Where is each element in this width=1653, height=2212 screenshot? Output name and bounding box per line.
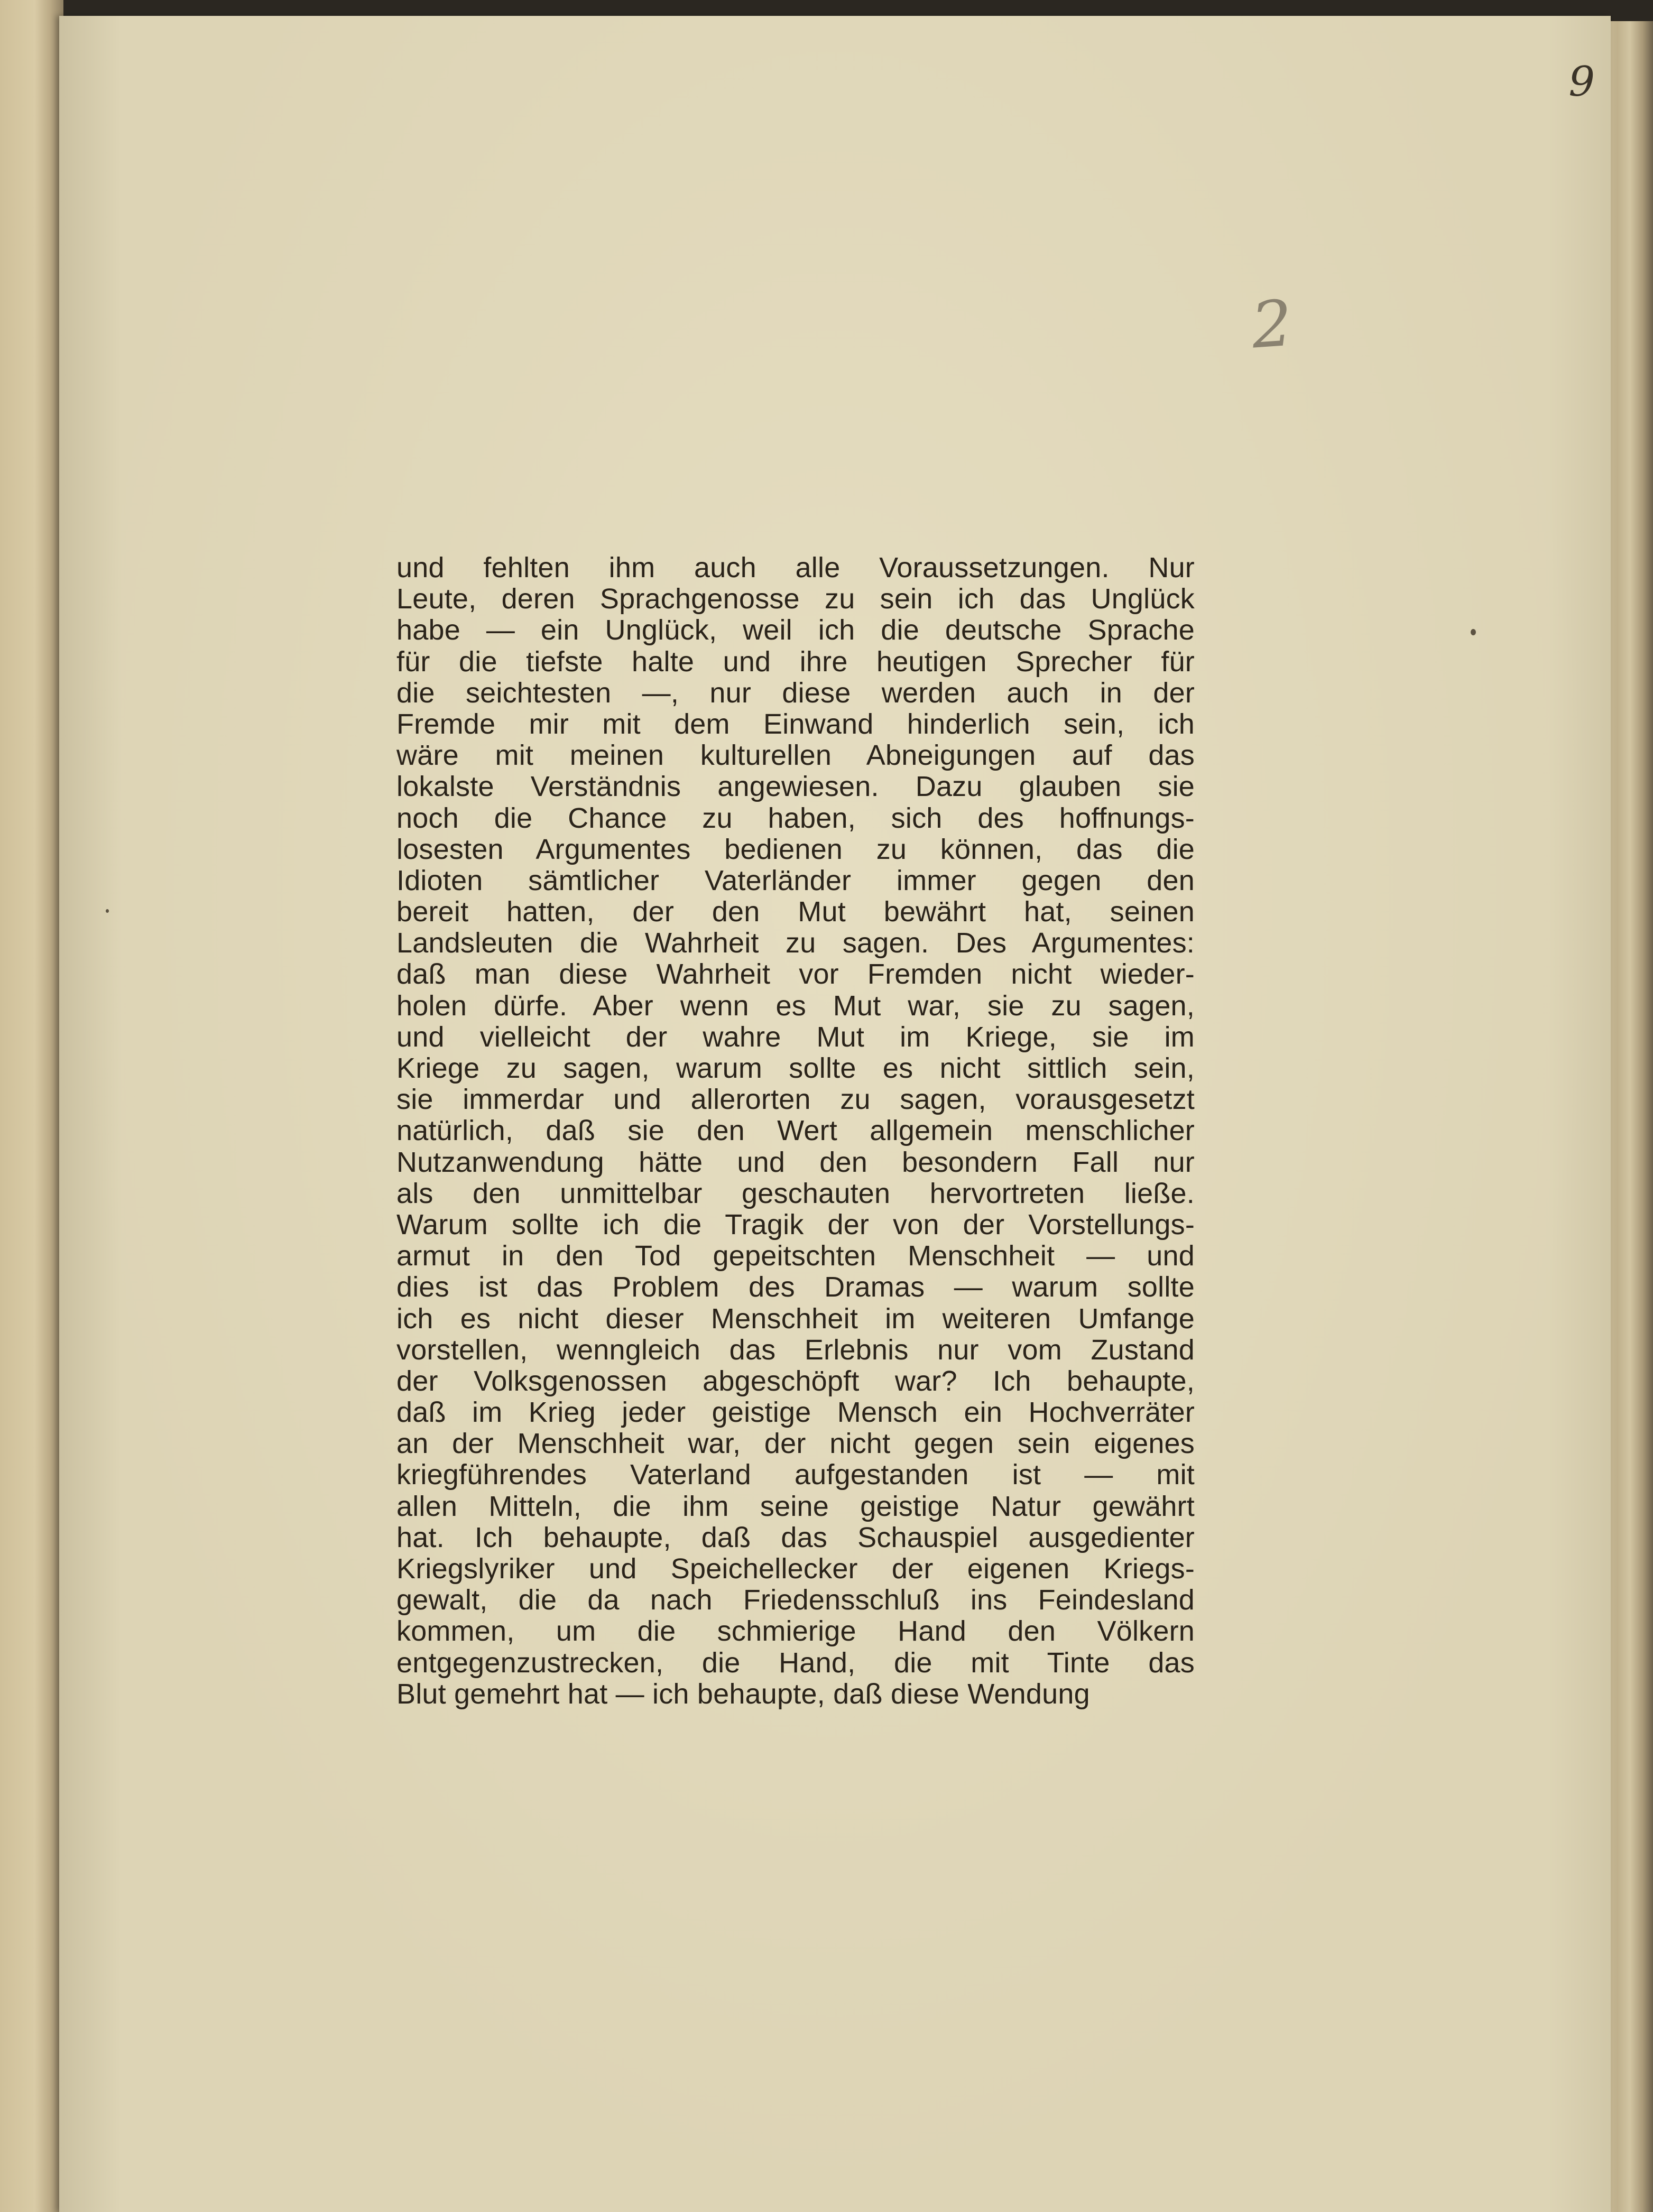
text-line: Kriege zu sagen, warum sollte es nicht sittlich sein, <box>396 1052 1195 1084</box>
text-line: dies ist das Problem des Dramas — warum sollte <box>396 1271 1195 1303</box>
text-line: kommen, um die schmierige Hand den Völkern <box>396 1615 1195 1648</box>
text-line: ich es nicht dieser Menschheit im weiteren Umfange <box>396 1302 1195 1335</box>
text-line: und fehlten ihm auch alle Voraussetzungen. Nur <box>396 552 1195 584</box>
text-line: für die tiefste halte und ihre heutigen Sprecher für <box>396 645 1195 678</box>
text-line: gewalt, die da nach Friedensschluß ins Feindesland <box>396 1584 1195 1616</box>
text-line: daß man diese Wahrheit vor Fremden nicht wieder- <box>396 958 1195 991</box>
text-line: sie immerdar und allerorten zu sagen, vorausgesetzt <box>396 1084 1195 1116</box>
text-line: armut in den Tod gepeitschten Menschheit — und <box>396 1240 1195 1272</box>
page-number: 9 <box>1568 58 1595 106</box>
text-line: wäre mit meinen kulturellen Abneigungen auf das <box>396 739 1195 772</box>
text-line: Landsleuten die Wahrheit zu sagen. Des Argumentes: <box>396 927 1195 959</box>
paper-speck <box>1471 629 1476 635</box>
text-line: kriegführendes Vaterland aufgestanden ist — mit <box>396 1459 1195 1491</box>
text-line: Kriegslyriker und Speichellecker der eigenen Kriegs- <box>396 1553 1195 1585</box>
pencil-annotation: 2 <box>1249 286 1295 363</box>
text-line: allen Mitteln, die ihm seine geistige Natur gewährt <box>396 1490 1195 1522</box>
text-line: Idioten sämtlicher Vaterländer immer gegen den <box>396 864 1195 896</box>
paper-speck <box>106 909 109 913</box>
text-line: hat. Ich behaupte, daß das Schauspiel ausgedienter <box>396 1521 1195 1553</box>
text-line: Leute, deren Sprachgenosse zu sein ich das Unglück <box>396 583 1195 615</box>
text-line: als den unmittelbar geschauten hervortreten ließe. <box>396 1177 1195 1209</box>
body-text <box>396 552 1195 1710</box>
text-line: an der Menschheit war, der nicht gegen sein eigenes <box>396 1428 1195 1460</box>
text-line: natürlich, daß sie den Wert allgemein menschlicher <box>396 1115 1195 1147</box>
binding-edge <box>0 0 63 2212</box>
text-line: vorstellen, wenngleich das Erlebnis nur vom Zustand <box>396 1334 1195 1366</box>
text-line: Nutzanwendung hätte und den besondern Fall nur <box>396 1146 1195 1178</box>
text-line: entgegenzustrecken, die Hand, die mit Tinte das <box>396 1646 1195 1679</box>
text-line: Blut gemehrt hat — ich behaupte, daß diese Wendung <box>396 1678 1090 1710</box>
text-line: die seichtesten —, nur diese werden auch in der <box>396 677 1195 709</box>
text-line: losesten Argumentes bedienen zu können, das die <box>396 833 1195 865</box>
text-line: habe — ein Unglück, weil ich die deutsche Sprache <box>396 614 1195 646</box>
text-line: Fremde mir mit dem Einwand hinderlich sein, ich <box>396 708 1195 740</box>
text-line: der Volksgenossen abgeschöpft war? Ich behaupte, <box>396 1365 1195 1397</box>
text-line: Warum sollte ich die Tragik der von der Vorstellungs- <box>396 1208 1195 1241</box>
text-line: noch die Chance zu haben, sich des hoffnungs- <box>396 802 1195 834</box>
text-line: lokalste Verständnis angewiesen. Dazu glauben sie <box>396 771 1195 803</box>
text-line: holen dürfe. Aber wenn es Mut war, sie zu sagen, <box>396 989 1195 1022</box>
text-line: daß im Krieg jeder geistige Mensch ein Hochverräter <box>396 1396 1195 1429</box>
text-line: bereit hatten, der den Mut bewährt hat, seinen <box>396 896 1195 928</box>
text-line: und vielleicht der wahre Mut im Kriege, sie im <box>396 1021 1195 1053</box>
